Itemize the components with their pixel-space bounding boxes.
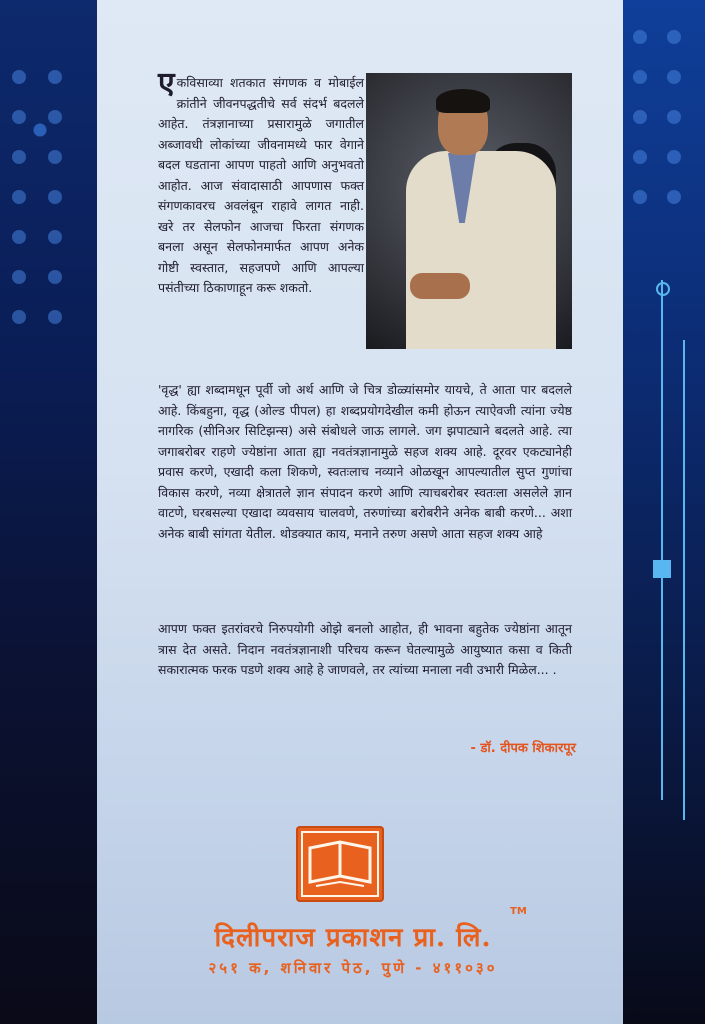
intro-paragraph <box>158 66 364 299</box>
body-paragraph-2: 'वृद्ध' ह्या शब्दामधून पूर्वी जो अर्थ आणि जे चित्र डोळ्यांसमोर यायचे, ते आता पार बदलले आहे. किंबहुना, वृद्ध (ओल्ड पीपल) हा शब्दप्रयोगदेखील कमी होऊन त्याऐवजी त्यांना ज्येष्ठ नागरिक (सीनिअर सिटिझन्स) असे संबोधले जाऊ लागले. जग झपाट्याने बदलते आहे. त्या जगाबरोबर राहणे ज्येष्ठांना आता ह्या नवतंत्रज्ञानामुळे सहज शक्य आहे. दूरवर एकट्यानेही प्रवास करणे, एखादी कला शिकणे, स्वतःलाच नव्याने ओळखून आपल्यातील सुप्त गुणांचा विकास करणे, नव्या क्षेत्रातले ज्ञान संपादन करणे आणि त्याचबरोबर स्वतःला असलेले ज्ञान वाटणे, घरबसल्या एखादा व्यवसाय चालवणे, तरुणांच्या बरोबरीने अनेक बाबी करणे... अशा अनेक बाबी सांगता येतील. थोडक्यात काय, मनाने तरुण असणे आता सहज शक्य आहे <box>158 382 572 541</box>
circuit-node <box>653 560 671 578</box>
circuit-line <box>661 280 665 800</box>
intro-text: कविसाव्या शतकात संगणक व मोबाईल क्रांतीने जीवनपद्धतीचे सर्व संदर्भ बदलले आहेत. तंत्रज्ञानाच्या प्रसारामुळे जगातील अब्जावधी लोकांच्या जीवनामध्ये फार वेगाने बदल घडताना आपण पाहतो आणि अनुभवतो आहोत. आज संवादासाठी आपणास फक्त संगणकावरच अवलंबून राहावे लागत नाही. खरे तर सेलफोन आजचा फिरता संगणक बनला असून सेलफोनमार्फत आपण अनेक गोष्टी स्वस्तात, सहजपणे आणि आपल्या पसंतीच्या ठिकाणाहून करू शकतो. <box>158 75 364 295</box>
author-signature: - डॉ. दीपक शिकारपूर <box>470 741 576 756</box>
left-circuit-band <box>0 0 97 1024</box>
publisher-address: २५१ क, शनिवार पेठ, पुणे - ४११०३० <box>208 959 498 977</box>
body-paragraph-3: आपण फक्त इतरांवरचे निरुपयोगी ओझे बनलो आहोत, ही भावना बहुतेक ज्येष्ठांना आतून त्रास देत असते. निदान नवतंत्रज्ञानाशी परिचय करून घेतल्यामुळे आयुष्यात कसा व किती सकारात्मक फरक पडणे शक्य आहे हे जाणवले, तर त्यांच्या मनाला नवी उभारी मिळेल... . <box>158 621 572 677</box>
photo-hair <box>436 89 490 113</box>
circuit-node <box>656 282 670 296</box>
circuit-line <box>683 340 687 820</box>
photo-hands <box>410 273 470 299</box>
author-photo <box>366 73 572 349</box>
trademark-mark: TM <box>510 906 527 917</box>
publisher-book-logo-icon <box>296 826 384 902</box>
photo-jacket <box>406 151 556 349</box>
right-circuit-band <box>623 0 705 1024</box>
drop-cap: ए <box>158 66 175 101</box>
publisher-name: दिलीपराज प्रकाशन प्रा. लि. <box>214 923 492 953</box>
